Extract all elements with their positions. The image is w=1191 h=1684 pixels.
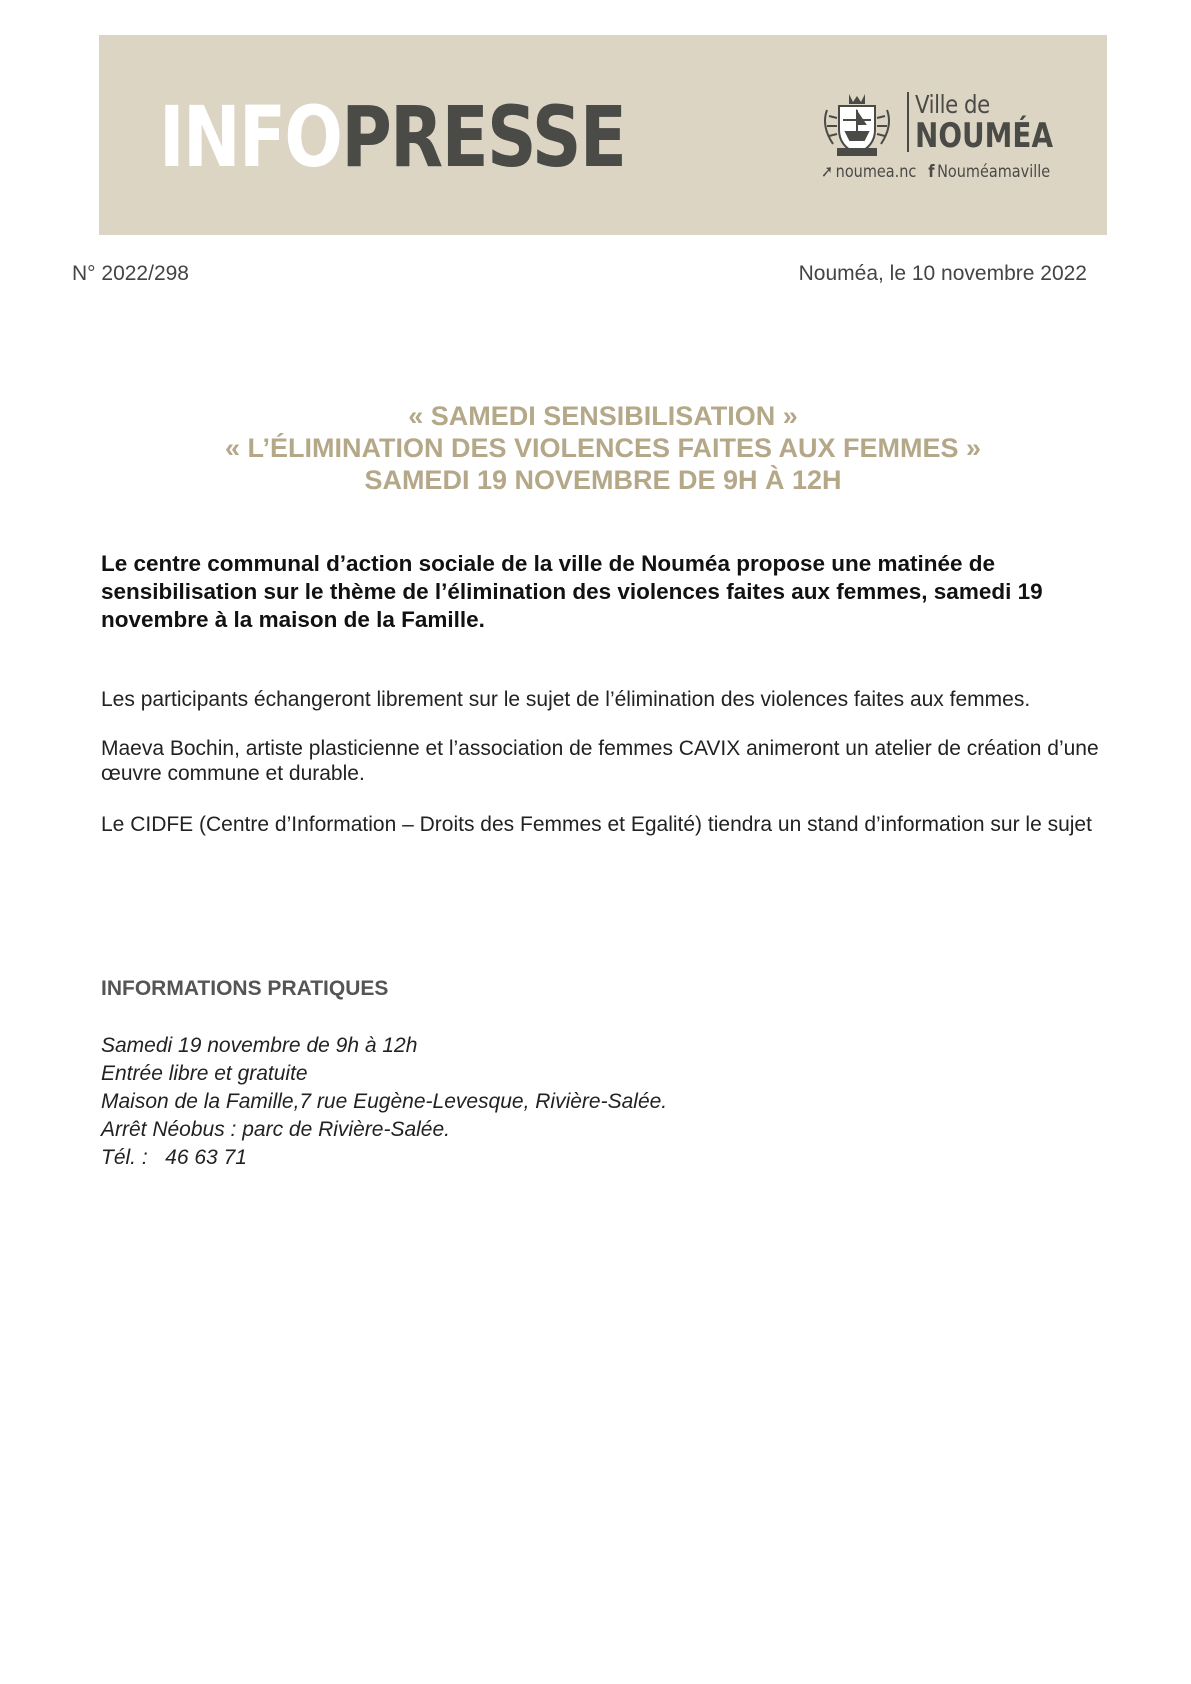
logo-social-line xyxy=(821,162,1050,182)
facebook-icon: f xyxy=(928,162,935,182)
practical-info-line: Maison de la Famille,7 rue Eugène-Levesque, Rivière-Salée. xyxy=(101,1090,668,1113)
practical-info-list xyxy=(101,1032,667,1172)
headline-line: « L’ÉLIMINATION DES VIOLENCES FAITES AUX FEMMES » xyxy=(224,433,982,463)
press-release-date: Nouméa, le 10 novembre 2022 xyxy=(798,262,1087,285)
headline-line: « SAMEDI SENSIBILISATION » xyxy=(408,401,798,431)
practical-info-heading: INFORMATIONS PRATIQUES xyxy=(101,977,389,1000)
body-paragraph: Les participants échangeront librement sur le sujet de l’élimination des violences faites aux femmes. xyxy=(101,688,1031,711)
press-release-number: N° 2022/298 xyxy=(72,262,189,285)
header-banner xyxy=(99,35,1107,235)
headline-block xyxy=(99,400,1107,496)
practical-info-line: Tél. : 46 63 71 xyxy=(101,1146,247,1169)
practical-info-line: Entrée libre et gratuite xyxy=(101,1062,308,1085)
brand-info: INFO xyxy=(159,88,342,186)
info-presse-logo xyxy=(159,87,625,187)
body-paragraph: Le CIDFE (Centre d’Information – Droits des Femmes et Egalité) tiendra un stand d’information sur le sujet xyxy=(101,813,1092,836)
logo-ville: Ville de xyxy=(915,90,990,119)
city-logo xyxy=(819,90,1079,180)
lead-paragraph: Le centre communal d’action sociale de la ville de Nouméa propose une matinée de sensibilisation sur le thème de l’élimination des violences faites aux femmes, samedi 19 novembre à la maison de la Famille. xyxy=(101,551,1043,632)
practical-info-line: Arrêt Néobus : parc de Rivière-Salée. xyxy=(101,1118,450,1141)
website-label: noumea.nc xyxy=(835,162,917,182)
send-arrow-icon: ➚ xyxy=(821,162,834,182)
body-paragraph: Maeva Bochin, artiste plasticienne et l’association de femmes CAVIX animeront un atelier de création d’une œuvre commune et durable. xyxy=(101,737,1099,785)
practical-info-line: Samedi 19 novembre de 9h à 12h xyxy=(101,1034,418,1057)
social-label: Nouméamaville xyxy=(937,162,1051,182)
logo-city-name: NOUMÉA xyxy=(915,116,1054,156)
city-crest-icon xyxy=(819,90,895,160)
headline-line: SAMEDI 19 NOVEMBRE DE 9H À 12H xyxy=(364,465,842,495)
logo-divider xyxy=(907,92,909,152)
brand-presse: PRESSE xyxy=(341,88,626,186)
